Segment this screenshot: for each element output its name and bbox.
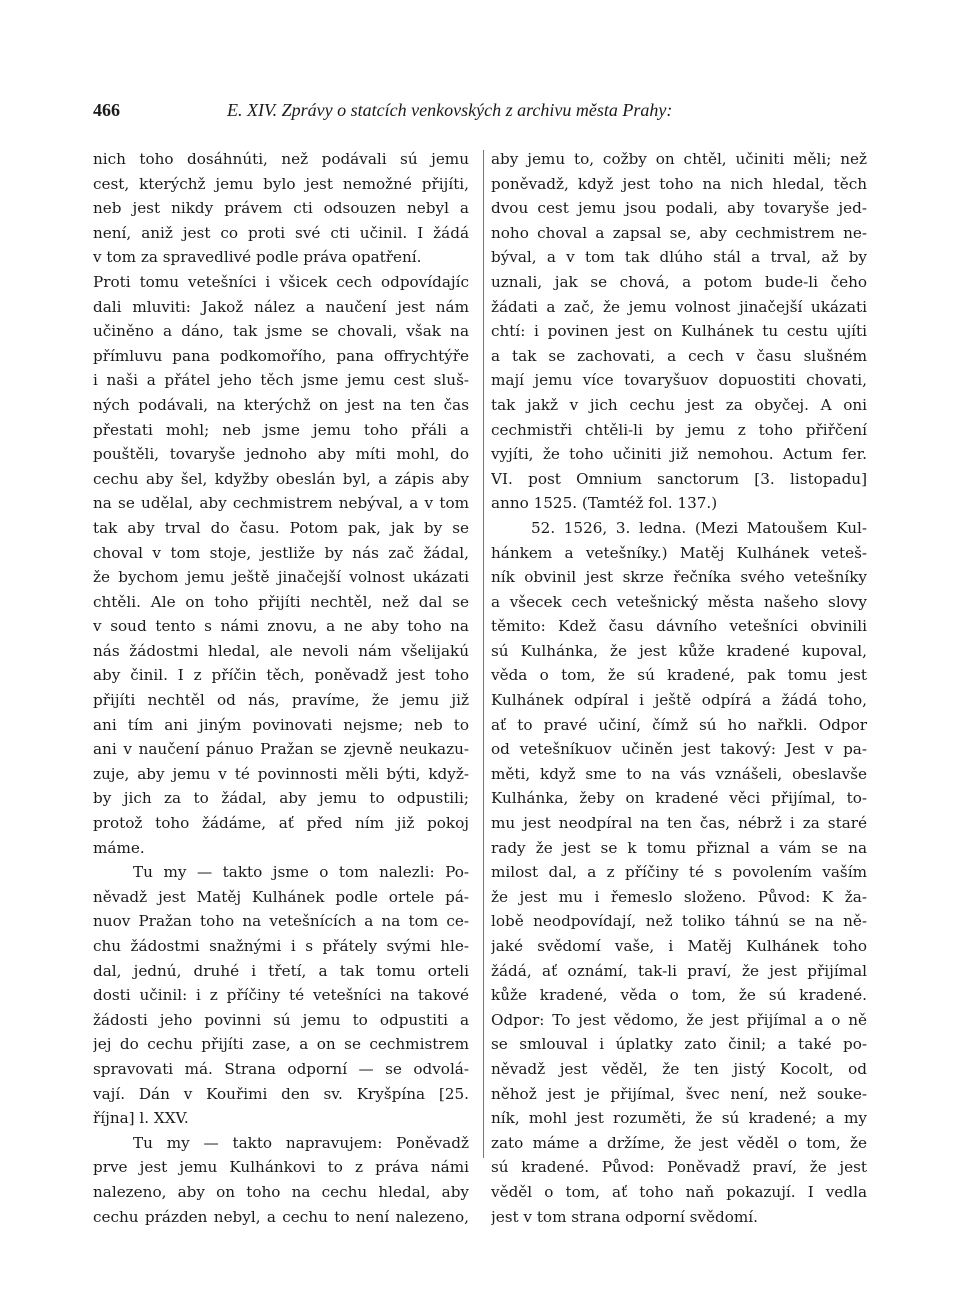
text-line: žádosti jeho povinni sú jemu to odpustiti a	[93, 1010, 469, 1029]
text-line: na se udělal, aby cechmistrem nebýval, a v tom	[93, 494, 469, 513]
text-line: protož toho žádáme, ať před ním již pokoj	[93, 814, 469, 833]
text-line: pouštěli, tovaryše jednoho aby míti mohl, do	[93, 445, 469, 464]
page-header	[93, 100, 871, 130]
text-line: vyjíti, že toho učiniti již nemohou. Actum fer.	[491, 445, 867, 464]
page-number: 466	[93, 100, 120, 120]
text-line: aby jemu to, cožby on chtěl, učiniti měli; než	[491, 150, 867, 168]
text-line: tak aby trval do času. Potom pak, jak by se	[93, 518, 469, 537]
text-line: v tom za spravedlivé podle práva opatření.	[93, 248, 422, 267]
text-line: spravovati má. Strana odporní — se odvolá-	[93, 1059, 469, 1078]
text-line: a tak se zachovati, a cech v času slušném	[491, 346, 867, 365]
text-line: kůže kradené, věda o tom, že sú kradené.	[491, 986, 867, 1005]
text-line: dal, jednú, druhé i třetí, a tak tomu orteli	[93, 961, 469, 980]
text-line: by jich za to žádal, aby jemu to odpustili;	[93, 789, 469, 808]
text-line: věděl o tom, ať toho naň pokazují. I vedla	[491, 1182, 867, 1201]
text-line: ani tím ani jiným povinovati nejsme; neb to	[93, 715, 469, 734]
text-line: poněvadž, když jest toho na nich hledal, těch	[491, 174, 867, 193]
text-line: noho choval a zapsal se, aby cechmistrem ne-	[491, 223, 867, 242]
text-line: aby činil. I z příčin těch, poněvadž jest toho	[93, 666, 469, 685]
text-line: zato máme a držíme, že jest věděl o tom, že	[491, 1133, 867, 1152]
text-line: Kulhánka, žeby on kradené věci přijímal, to-	[491, 789, 867, 808]
text-line: Tu my — takto napravujem: Poněvadž	[133, 1133, 469, 1152]
text-line: že bychom jemu ještě jinačejší volnost ukázati	[93, 568, 469, 587]
text-line: býval, a v tom tak dlúho stál a trval, až by	[491, 248, 867, 267]
text-line: učiněno a dáno, tak jsme se chovali, však na	[93, 322, 469, 341]
text-line: vají. Dán v Kouřimi den sv. Kryšpína [25.	[93, 1084, 469, 1103]
right-column	[491, 147, 867, 1229]
text-line: ných podávali, na kterýchž on jest na ten čas	[93, 395, 469, 414]
text-line: choval v tom stoje, jestliže by nás zač žádal,	[93, 543, 469, 562]
text-line: cechmistři chtěli-li by jemu z toho přiřčení	[491, 420, 867, 439]
text-line: něhož jest je přijímal, švec není, než souke-	[491, 1084, 867, 1103]
text-line: jej do cechu přijíti zase, a on se cechmistrem	[93, 1035, 469, 1054]
text-line: Odpor: To jest vědomo, že jest přijímal a o ně	[491, 1010, 867, 1029]
text-line: mají jemu více tovaryšuov dopuostiti chovati,	[491, 371, 867, 390]
text-line: i naši a přátel jeho těch jsme jemu cest sluš-	[93, 371, 469, 390]
text-line: těmito: Kdež času dávního vetešníci obvinili	[491, 617, 867, 636]
text-line: prve jest jemu Kulhánkovi to z práva námi	[93, 1158, 469, 1177]
text-line: věda o tom, že sú kradené, pak tomu jest	[491, 666, 867, 685]
text-line: jest v tom strana odporní svědomí.	[491, 1207, 758, 1226]
text-line: 52. 1526, 3. ledna. (Mezi Matoušem Kul-	[531, 518, 867, 537]
text-line: října] l. XXV.	[93, 1109, 189, 1128]
text-line: tak jakž v jich cechu jest za obyčej. A oni	[491, 395, 867, 414]
text-line: cechu prázden nebyl, a cechu to není nalezeno,	[93, 1207, 469, 1226]
text-line: cest, kterýchž jemu bylo jest nemožné přijíti,	[93, 174, 469, 193]
text-line: dvou cest jemu jsou podali, aby tovaryše jed-	[491, 199, 867, 218]
text-line: chtěli. Ale on toho přijíti nechtěl, než dal se	[93, 592, 469, 611]
text-line: máme.	[93, 838, 145, 857]
text-line: se smlouval i úplatky zato činil; a také po-	[491, 1035, 867, 1054]
text-line: dali mluviti: Jakož nález a naučení jest nám	[93, 297, 469, 316]
text-line: nuov Pražan toho na vetešnících a na tom ce-	[93, 912, 469, 931]
text-line: jaké svědomí vaše, i Matěj Kulhánek toho	[491, 937, 867, 955]
text-line: nalezeno, aby on toho na cechu hledal, aby	[93, 1182, 469, 1201]
text-line: sú Kulhánka, že jest kůže kradené kupoval,	[491, 641, 867, 660]
text-line: od vetešníkuov učiněn jest takový: Jest v pa-	[491, 740, 867, 759]
text-line: lobě neodpovídají, než toliko táhnú se na ně-	[491, 912, 867, 931]
text-line: cechu aby šel, kdyžby obeslán byl, a zápis aby	[93, 469, 469, 488]
left-column	[93, 147, 469, 1229]
text-line: ník, mohl jest rozuměti, že sú kradené; a my	[491, 1109, 867, 1128]
text-line: žádá, ať oznámí, tak-li praví, že jest přijímal	[491, 961, 867, 980]
text-line: přestati mohl; neb jsme jemu toho přáli a	[93, 420, 469, 439]
text-line: hánkem a vetešníky.) Matěj Kulhánek veteš-	[491, 543, 867, 562]
text-line: Tu my — takto jsme o tom nalezli: Po-	[133, 863, 469, 882]
text-line: sú kradené. Původ: Poněvadž praví, že jest	[491, 1158, 867, 1177]
text-line: nich toho dosáhnúti, než podávali sú jemu	[93, 150, 469, 168]
text-line: že jest mu i řemeslo složeno. Původ: K ža-	[491, 887, 867, 906]
text-line: zuje, aby jemu v té povinnosti měli býti, když-	[93, 764, 469, 783]
text-line: anno 1525. (Tamtéž fol. 137.)	[491, 494, 718, 513]
text-line: rady že jest se k tomu přiznal a vám se na	[491, 838, 867, 857]
text-line: chtí: i povinen jest on Kulhánek tu cestu ujíti	[491, 322, 867, 341]
text-line: dosti učinil: i z příčiny té vetešníci na takové	[93, 986, 469, 1005]
text-line: a všecek cech vetešnický města našeho slovy	[491, 592, 867, 611]
text-line: něvadž jest věděl, že ten jistý Kocolt, od	[491, 1059, 867, 1078]
text-line: ať to pravé učiní, čímž sú ho nařkli. Odpor	[491, 715, 867, 734]
text-line: přijíti nechtěl od nás, pravíme, že jemu již	[93, 691, 469, 710]
text-line: nás žádostmi hledal, ale nevoli nám všelijakú	[93, 641, 469, 660]
running-title: E. XIV. Zprávy o statcích venkovských z archivu města Prahy:	[227, 100, 673, 120]
text-line: není, aniž jest co proti své cti učinil. I žádá	[93, 223, 469, 242]
text-line: něvadž jest Matěj Kulhánek podle ortele pá-	[93, 887, 469, 906]
column-divider	[483, 150, 484, 1158]
text-line: ani v naučení pánuo Pražan se zjevně neukazu-	[93, 740, 469, 759]
text-line: chu žádostmi snažnými i s přátely svými hle-	[93, 937, 469, 955]
text-line: uznali, jak se chová, a potom bude-li čeho	[491, 272, 867, 291]
text-line: přímluvu pana podkomořího, pana offrychtýře	[93, 346, 469, 365]
text-line: mu jest neodpíral na ten čas, nébrž i za staré	[491, 814, 867, 833]
text-line: milost dal, a z příčiny té s povolením vaším	[491, 863, 867, 882]
text-line: měti, když sme to na vás vznášeli, obeslavše	[491, 764, 867, 783]
text-line: neb jest nikdy právem cti odsouzen nebyl a	[93, 199, 469, 218]
text-line: ník obvinil jest skrze řečníka svého vetešníky	[491, 568, 867, 587]
text-line: Proti tomu vetešníci i všicek cech odpovídajíc	[93, 272, 469, 291]
text-line: v soud tento s námi znovu, a ne aby toho na	[93, 617, 469, 636]
text-line: Kulhánek odpíral i ještě odpírá a žádá toho,	[491, 691, 867, 710]
text-line: žádati a zač, že jemu volnost jinačejší ukázati	[491, 297, 867, 316]
text-line: VI. post Omnium sanctorum [3. listopadu]	[491, 469, 867, 488]
